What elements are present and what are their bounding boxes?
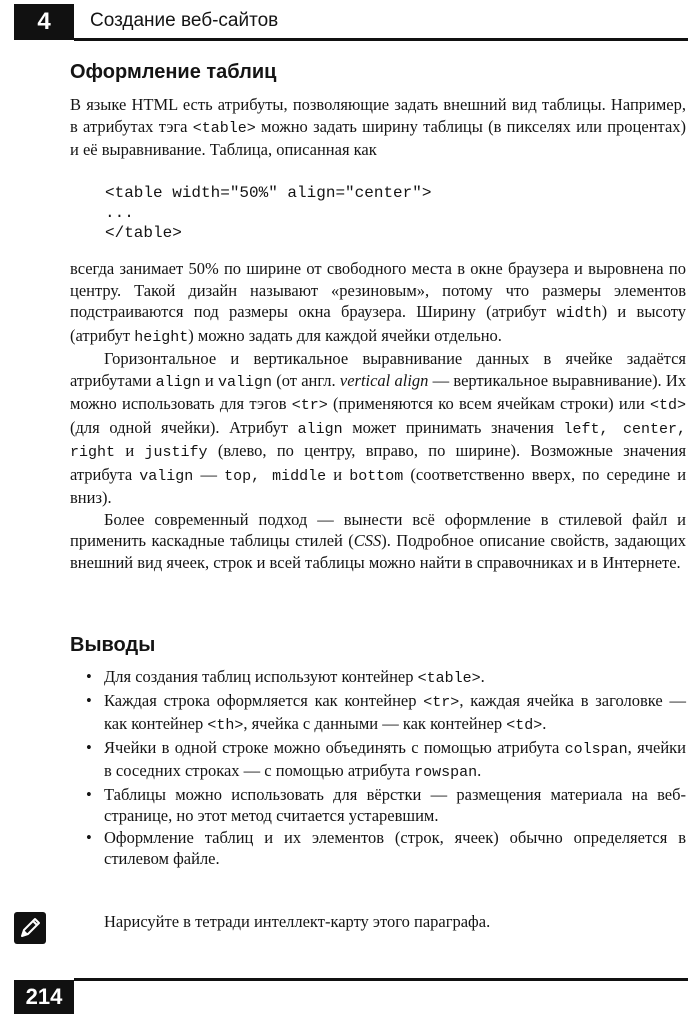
- section-heading-conclusions: Выводы: [70, 634, 156, 656]
- list-item: • Таблицы можно использовать для вёрстки — размещения материала на веб-странице, но этот метод считается устаревшим.: [70, 784, 686, 827]
- chapter-number-badge: 4: [14, 4, 74, 40]
- footer-rule: [74, 978, 688, 981]
- list-item: • Каждая строка оформляется как контейнер <tr>, каждая ячейка в заголовке — как контейнер <th>, ячейка с данными — как контейнер <td>.: [70, 690, 686, 737]
- list-item: • Для создания таблиц используют контейнер <table>.: [70, 666, 686, 690]
- paragraph-css: Более современный подход — вынести всё оформление в стилевой файл и применить каскадные таблицы стилей (CSS). Подробное описание свойств, задающих внешний вид ячеек, строк и всей таблицы можно найти в справочниках и в Интернете.: [70, 509, 687, 572]
- conclusions-list: [70, 666, 686, 870]
- header-rule: [74, 38, 688, 41]
- paragraph-rubber-design: всегда занимает 50% по ширине от свободного места в окне браузера и выровнена по центру. Такой дизайн называют «резиновым», потому что размеры элементов подстраиваются под размеры окна браузера. Ширину (атрибут width) и высоту (атрибут height) можно задать для каждой ячейки отдельно.: [70, 259, 687, 346]
- main-text: [70, 258, 686, 573]
- task-text: Нарисуйте в тетради интеллект-карту этого параграфа.: [104, 912, 491, 931]
- running-title: Создание веб-сайтов: [90, 10, 279, 31]
- section-heading-table-formatting: Оформление таблиц: [70, 61, 277, 83]
- intro-paragraph: В языке HTML есть атрибуты, позволяющие задать внешний вид таблицы. Например, в атрибутах тэга <table> можно задать ширину таблицы (в пикселях или процентах) и её выравнивание. Таблица, описанная как: [70, 95, 687, 159]
- paragraph-alignment: Горизонтальное и вертикальное выравнивание данных в ячейке задаётся атрибутами align и valign (от англ. vertical align — вертикальное выравнивание). Их можно использовать для тэгов <tr> (применяются ко всем ячейкам строки) или <td> (для одной ячейки). Атрибут align может принимать значения left, center, right и justify (влево, по центру, вправо, по ширине). Возможные значения атрибута valign — top, middle и bottom (соответственно вверх, по середине и вниз).: [70, 349, 687, 507]
- code-block: <table width="50%" align="center"> ... </table>: [105, 184, 432, 242]
- pencil-icon: [14, 912, 46, 944]
- list-item: • Оформление таблиц и их элементов (строк, ячеек) обычно определяется в стилевом файле.: [70, 827, 686, 870]
- list-item: • Ячейки в одной строке можно объединять с помощью атрибута colspan, ячейки в соседних строках — с помощью атрибута rowspan.: [70, 737, 686, 784]
- page-number: 214: [14, 980, 74, 1014]
